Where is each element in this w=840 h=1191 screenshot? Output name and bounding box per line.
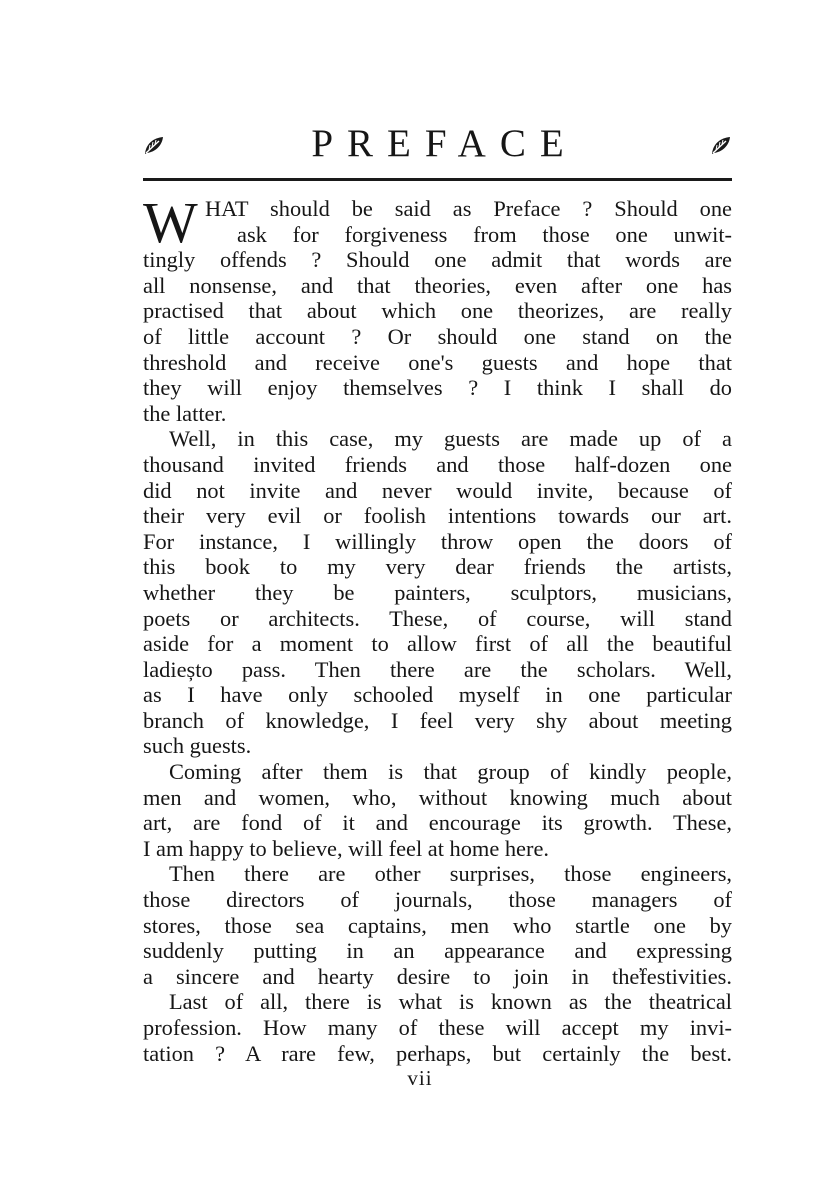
text-line: of little account ? Or should one stand on the: [143, 323, 732, 349]
text-line: HAT should be said as Preface ? Should one: [205, 196, 732, 221]
drop-cap: W: [143, 190, 198, 255]
text-line: such guests.: [143, 733, 252, 759]
paragraph-5: [143, 989, 732, 1066]
text-line: Last of all, there is what is known as the theatrical: [169, 989, 732, 1015]
text-line: aside for a moment to allow first of all the beautiful: [143, 631, 732, 657]
page-number: vii: [407, 1066, 433, 1090]
text-line: this book to my very dear friends the artists,: [143, 554, 732, 580]
text-line: thousand invited friends and those half-dozen one: [143, 451, 732, 477]
leaf-ornament-icon: [710, 134, 732, 156]
text-line: For instance, I willingly throw open the doors of: [143, 528, 732, 554]
text-line: all nonsense, and that theories, even after one has: [143, 272, 732, 298]
text-line: suddenly putting in an appearance and expressing: [143, 938, 732, 964]
text-line: ladieșto pass. Then there are the scholars. Well,: [143, 656, 732, 682]
text-line: those directors of journals, those managers of: [143, 887, 732, 913]
text-line: profession. How many of these will accept my invi-: [143, 1015, 732, 1040]
text-line: Well, in this case, my guests are made up of a: [169, 426, 732, 452]
text-line: threshold and receive one's guests and hope that: [143, 349, 732, 375]
text-line: a sincere and hearty desire to join in the̕festivities.: [143, 963, 732, 989]
text-line: art, are fond of it and encourage its growth. These,: [143, 810, 732, 836]
text-line: men and women, who, without knowing much about: [143, 784, 732, 810]
paragraph-1: [143, 190, 732, 426]
paragraph-3: [143, 759, 732, 861]
text-line: I am happy to believe, will feel at home here.: [143, 835, 549, 861]
text-line: branch of knowledge, I feel very shy about meeting: [143, 707, 732, 733]
page-header: [143, 120, 732, 170]
text-line: tation ? A rare few, perhaps, but certainly the best.: [143, 1040, 732, 1066]
text-line: Coming after them is that group of kindly people,: [169, 759, 732, 785]
text-line: whether they be painters, sculptors, musicians,: [143, 579, 732, 605]
text-line: tingly offends ? Should one admit that words are: [143, 247, 732, 273]
text-line: they will enjoy themselves ? I think I shall do: [143, 375, 732, 401]
text-line: stores, those sea captains, men who startle one by: [143, 912, 732, 938]
text-line: poets or architects. These, of course, will stand: [143, 605, 732, 631]
paragraph-4: [143, 861, 732, 989]
text-line: did not invite and never would invite, because of: [143, 477, 732, 503]
text-line: as I have only schooled myself in one particular: [143, 682, 732, 708]
text-line: their very evil or foolish intentions towards our art.: [143, 503, 732, 529]
page-title: PREFACE: [311, 122, 578, 165]
text-line: practised that about which one theorizes, are really: [143, 298, 732, 324]
header-rule: [143, 178, 732, 181]
text-line: ask for forgiveness from those one unwit-: [237, 221, 732, 247]
text-line: the latter.: [143, 400, 227, 426]
paragraph-2: [143, 426, 732, 759]
text-line: Then there are other surprises, those engineers,: [169, 861, 732, 887]
preface-body: [143, 190, 732, 1066]
